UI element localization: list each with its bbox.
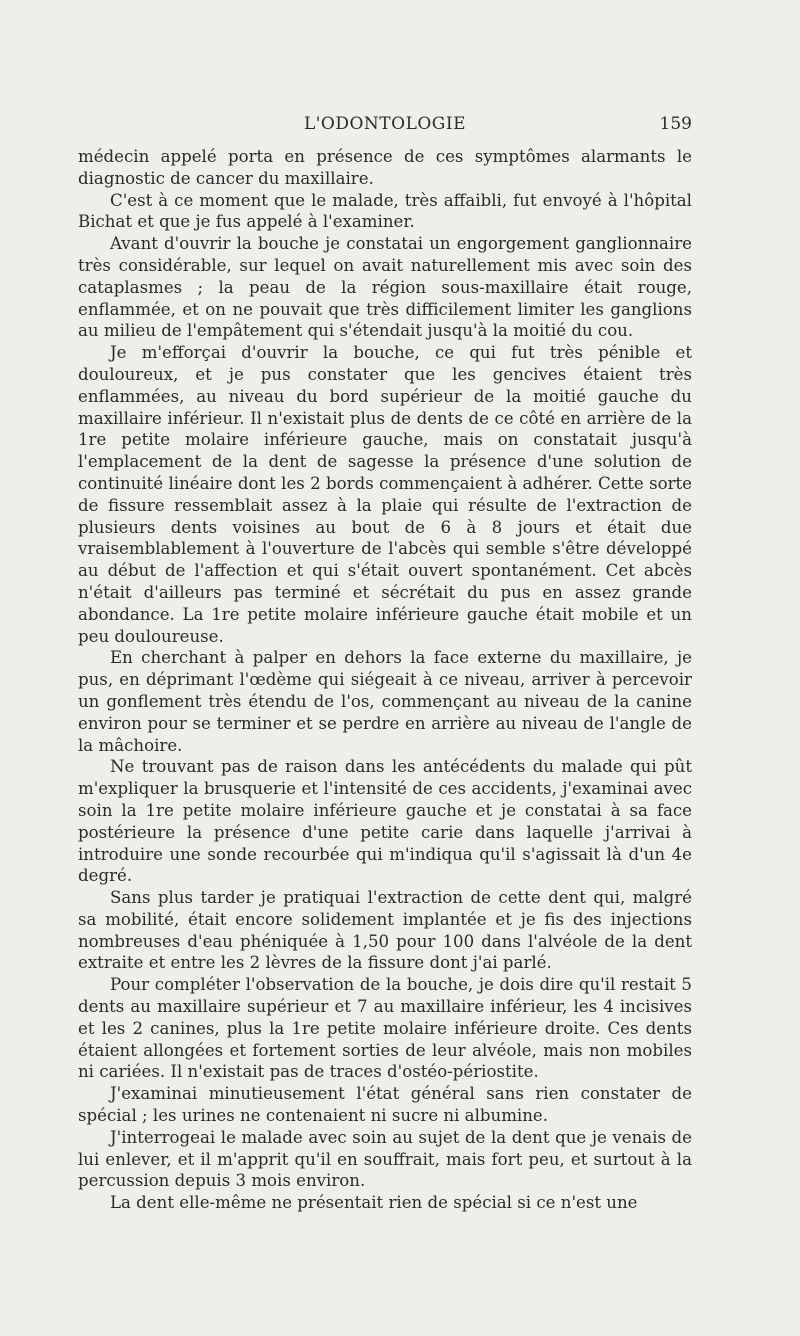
paragraph: Pour compléter l'observation de la bouche, je dois dire qu'il restait 5 dents au maxillaire supérieur et 7 au maxillaire inférieur, les 4 incisives et les 2 canines, plus la 1re petite molaire inférieure droite. Ces dents étaient allongées et fortement sorties de leur alvéole, mais non mobiles ni cariées. Il n'existait pas de traces d'ostéo-périostite. — [78, 975, 692, 1082]
running-header — [78, 114, 692, 140]
paragraph: Je m'efforçai d'ouvrir la bouche, ce qui fut très pénible et douloureux, et je pus constater que les gencives étaient très enflammées, au niveau du bord supérieur de la moitié gauche du maxillaire inférieur. Il n'existait plus de dents de ce côté en arrière de la 1re petite molaire inférieure gauche, mais on constatait jusqu'à l'emplacement de la dent de sagesse la présence d'une solution de continuité linéaire dont les 2 bords commençaient à adhérer. Cette sorte de fissure ressemblait assez à la plaie qui résulte de l'extraction de plusieurs dents voisines au bout de 6 à 8 jours et était due vraisemblablement à l'ouverture de l'abcès qui semble s'être développé au début de l'affection et qui s'était ouvert spontanément. Cet abcès n'était d'ailleurs pas terminé et sécrétait du pus en assez grande abondance. La 1re petite molaire inférieure gauche était mobile et un peu douloureuse. — [78, 343, 692, 646]
body-text — [78, 146, 692, 1214]
paragraph: Ne trouvant pas de raison dans les antécédents du malade qui pût m'expliquer la brusquerie et l'intensité de ces accidents, j'examinai avec soin la 1re petite molaire inférieure gauche et je constatai à sa face postérieure la présence d'une petite carie dans laquelle j'arrivai à introduire une sonde recourbée qui m'indiqua qu'il s'agissait là d'un 4e degré. — [78, 757, 692, 886]
paragraph: C'est à ce moment que le malade, très affaibli, fut envoyé à l'hôpital Bichat et que je fus appelé à l'examiner. — [78, 190, 692, 232]
paragraph: En cherchant à palper en dehors la face externe du maxillaire, je pus, en déprimant l'œdème qui siégeait à ce niveau, arriver à percevoir un gonflement très étendu de l'os, commençant au niveau de la canine environ pour se terminer et se perdre en arrière au niveau de l'angle de la mâchoire. — [78, 648, 692, 755]
paragraph: La dent elle-même ne présentait rien de spécial si ce n'est une — [110, 1193, 638, 1213]
running-title: L'ODONTOLOGIE — [303, 114, 467, 134]
paragraph: Sans plus tarder je pratiquai l'extraction de cette dent qui, malgré sa mobilité, était encore solidement implantée et je fis des injections nombreuses d'eau phéniquée à 1,50 pour 100 dans l'alvéole de la dent extraite et entre les 2 lèvres de la fissure dont j'ai parlé. — [78, 888, 692, 973]
page-number: 159 — [659, 114, 692, 134]
paragraph: J'examinai minutieusement l'état général sans rien constater de spécial ; les urines ne contenaient ni sucre ni albumine. — [78, 1084, 692, 1126]
paragraph: J'interrogeai le malade avec soin au sujet de la dent que je venais de lui enlever, et il m'apprit qu'il en souffrait, mais fort peu, et surtout à la percussion depuis 3 mois environ. — [78, 1127, 692, 1191]
paragraph: médecin appelé porta en présence de ces symptômes alarmants le diagnostic de cancer du maxillaire. — [78, 147, 692, 188]
paragraph: Avant d'ouvrir la bouche je constatai un engorgement ganglionnaire très considérable, sur lequel on avait naturellement mis avec soin des cataplasmes ; la peau de la région sous-maxillaire était rouge, enflammée, et on ne pouvait que très difficilement limiter les ganglions au milieu de l'empâtement qui s'étendait jusqu'à la moitié du cou. — [78, 234, 692, 341]
